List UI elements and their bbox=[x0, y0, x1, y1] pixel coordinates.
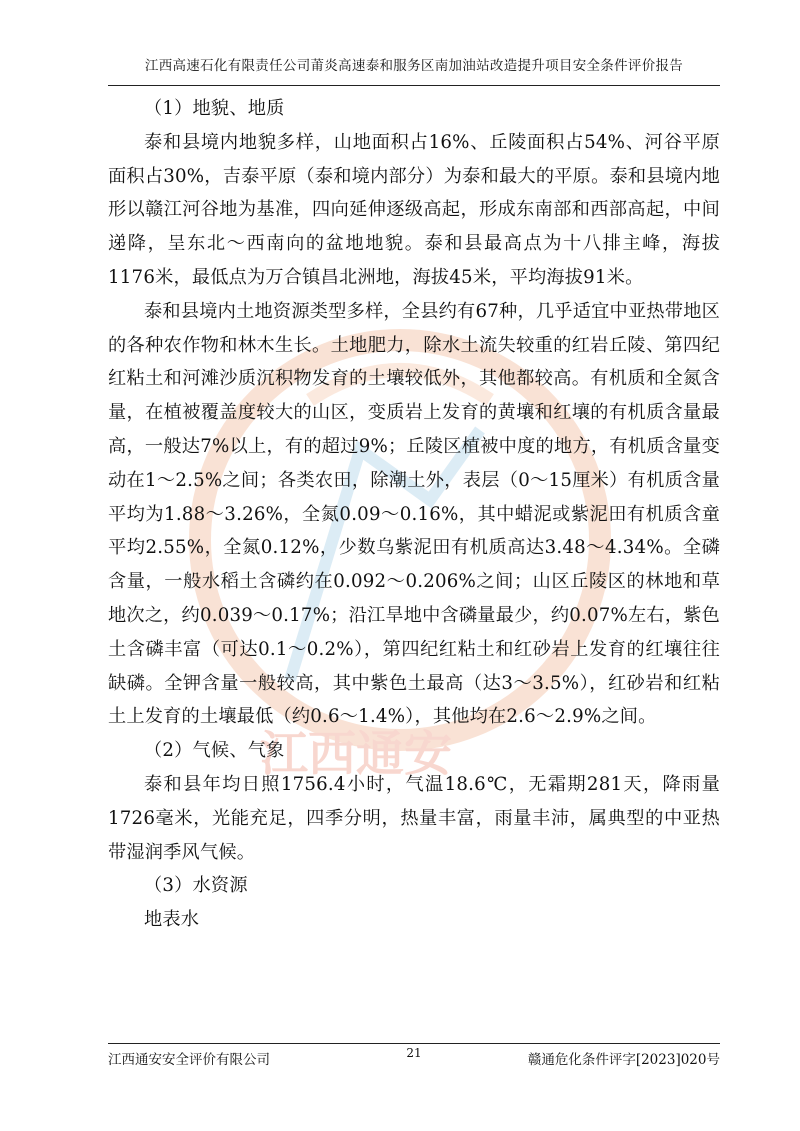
footer-doc-number: 赣通危化条件评字[2023]020号 bbox=[527, 1052, 720, 1068]
subheading-surface-water: 地表水 bbox=[144, 909, 200, 931]
header-rule bbox=[108, 85, 720, 86]
page-header-title: 江西高速石化有限责任公司莆炎高速泰和服务区南加油站改造提升项目安全条件评价报告 bbox=[144, 58, 684, 74]
watermark-text: 江西通安 bbox=[260, 726, 453, 782]
footer-rule bbox=[108, 1043, 720, 1044]
section-heading-landform: （1）地貌、地质 bbox=[144, 98, 285, 119]
footer-page-number: 21 bbox=[406, 1046, 422, 1060]
paragraph-soil: 泰和县境内土地资源类型多样，全县约有67种，几乎适宜中亚热带地区的各种农作物和林木生长。土地肥力，除水土流失较重的红岩丘陵、第四纪红粘土和河滩沙质沉积物发育的土壤较低外，其他都较高。有机质和全氮含量，在植被覆盖度较大的山区，变质岩上发育的黄壤和红壤的有机质含量最高，一般达7%以上，有的超过9%；丘陵区植被中度的地方，有机质含量变动在1～2.5%之间；各类农田，除潮土外，表层（0～15厘米）有机质含量平均为1.88～3.26%，全氮0.09～0.16%，其中蜡泥或紫泥田有机质含童平均2.55%，全氮0.12%，少数乌紫泥田有机质高达3.48～4.34%。全磷含量，一般水稻土含磷约在0.092～0.206%之间；山区丘陵区的林地和草地次之，约0.039～0.17%；沿江旱地中含磷量最少，约0.07%左右，紫色土含磷丰富（可达0.1～0.2%），第四纪红粘土和红砂岩上发育的红壤往往缺磷。全钾含量一般较高，其中紫色土最高（达3～3.5%），红砂岩和红粘土上发育的土壤最低（约0.6～1.4%），其他均在2.6～2.9%之间。 bbox=[108, 300, 720, 728]
section-heading-climate: （2）气候、气象 bbox=[144, 740, 285, 762]
paragraph-climate: 泰和县年均日照1756.4小时，气温18.6℃，无霜期281天，降雨量1726毫米，光能充足，四季分明，热量丰富，雨量丰沛，属典型的中亚热带湿润季风气候。 bbox=[108, 773, 720, 863]
section-heading-water: （3）水资源 bbox=[144, 875, 248, 897]
footer-company: 江西通安安全评价有限公司 bbox=[108, 1052, 270, 1068]
paragraph-landform: 泰和县境内地貌多样，山地面积占16%、丘陵面积占54%、河谷平原面积占30%，吉泰平原（泰和境内部分）为泰和最大的平原。泰和县境内地形以赣江河谷地为基准，四向延伸逐级高起，形成东南部和西部高起，中间递降，呈东北～西南向的盆地地貌。泰和县最高点为十八排主峰，海拔1176米，最低点为万合镇昌北洲地，海拔45米，平均海拔91米。 bbox=[108, 131, 720, 288]
document-body bbox=[108, 92, 720, 937]
